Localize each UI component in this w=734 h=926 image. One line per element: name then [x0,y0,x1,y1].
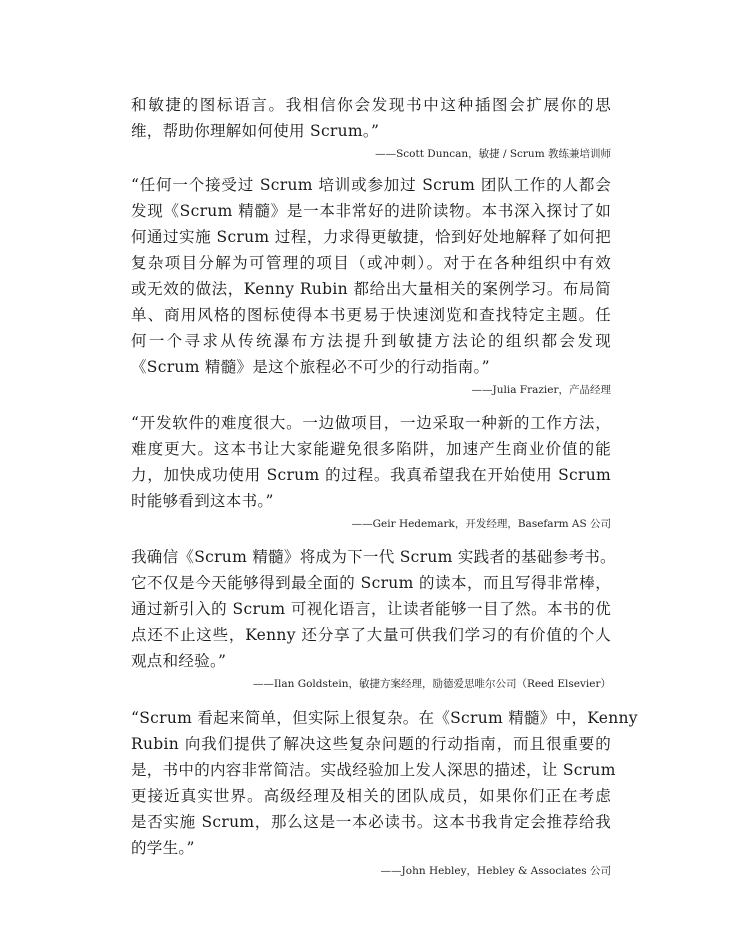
quote-line: 何一个寻求从传统瀑布方法提升到敏捷方法论的组织都会发现 [131,332,611,350]
quote-line: 发现《Scrum 精髓》是一本非常好的进阶读物。本书深入探讨了如 [131,202,611,220]
attribution: ——Ilan Goldstein，敏捷方案经理，励德爱思唯尔公司（Reed Elsevier） [252,678,611,690]
quote-line: Rubin 向我们提供了解决这些复杂问题的行动指南，而且很重要的 [131,735,611,753]
quote-line: 何通过实施 Scrum 过程，力求得更敏捷，恰到好处地解释了如何把 [131,228,611,246]
quote-line: 维，帮助你理解如何使用 Scrum。” [131,122,380,140]
quote-text [131,410,611,514]
quote-line: 它不仅是今天能够得到最全面的 Scrum 的读本，而且写得非常棒， [131,574,611,592]
quote-line: 或无效的做法，Kenny Rubin 都给出大量相关的案例学习。布局简 [131,280,611,298]
quote-line: “开发软件的难度很大。一边做项目，一边采取一种新的工作方法， [131,414,611,432]
quote-line: 的学生。” [131,839,195,857]
quote-line: 观点和经验。” [131,652,227,670]
page-content [131,92,638,879]
quote-text [131,544,616,674]
quote-line: 通过新引入的 Scrum 可视化语言，让读者能够一目了然。本书的优 [131,600,611,618]
testimonial-4 [131,544,616,692]
quote-line: “任何一个接受过 Scrum 培训或参加过 Scrum 团队工作的人都会 [131,176,611,194]
quote-line: 复杂项目分解为可管理的项目（或冲刺）。对于在各种组织中有效 [131,254,611,272]
quote-text [131,705,638,861]
quote-line: 和敏捷的图标语言。我相信你会发现书中这种插图会扩展你的思 [131,96,611,114]
testimonial-1 [131,92,611,162]
quote-text [131,92,611,144]
quote-line: 力，加快成功使用 Scrum 的过程。我真希望我在开始使用 Scrum [131,466,611,484]
quote-line: 点还不止这些，Kenny 还分享了大量可供我们学习的有价值的个人 [131,626,611,644]
attribution: ——John Hebley，Hebley & Associates 公司 [380,865,611,877]
quote-line: 《Scrum 精髓》是这个旅程必不可少的行动指南。” [131,358,490,376]
quote-line: 单、商用风格的图标使得本书更易于快速浏览和查找特定主题。任 [131,306,611,324]
attribution: ——Julia Frazier，产品经理 [471,384,611,396]
testimonial-5 [131,705,638,879]
quote-line: 我确信《Scrum 精髓》将成为下一代 Scrum 实践者的基础参考书。 [131,548,616,566]
quote-line: “Scrum 看起来简单，但实际上很复杂。在《Scrum 精髓》中，Kenny [131,709,638,727]
quote-line: 更接近真实世界。高级经理及相关的团队成员，如果你们正在考虑 [131,787,611,805]
attribution: ——Geir Hedemark，开发经理，Basefarm AS 公司 [351,518,611,530]
quote-text [131,172,611,380]
testimonial-3 [131,410,611,532]
attribution: ——Scott Duncan，敏捷 / Scrum 教练兼培训师 [375,148,611,160]
quote-line: 是，书中的内容非常简洁。实战经验加上发人深思的描述，让 Scrum [131,761,616,779]
quote-line: 是否实施 Scrum，那么这是一本必读书。这本书我肯定会推荐给我 [131,813,611,831]
quote-line: 难度更大。这本书让大家能避免很多陷阱，加速产生商业价值的能 [131,440,611,458]
testimonial-2 [131,172,611,398]
quote-line: 时能够看到这本书。” [131,492,274,510]
